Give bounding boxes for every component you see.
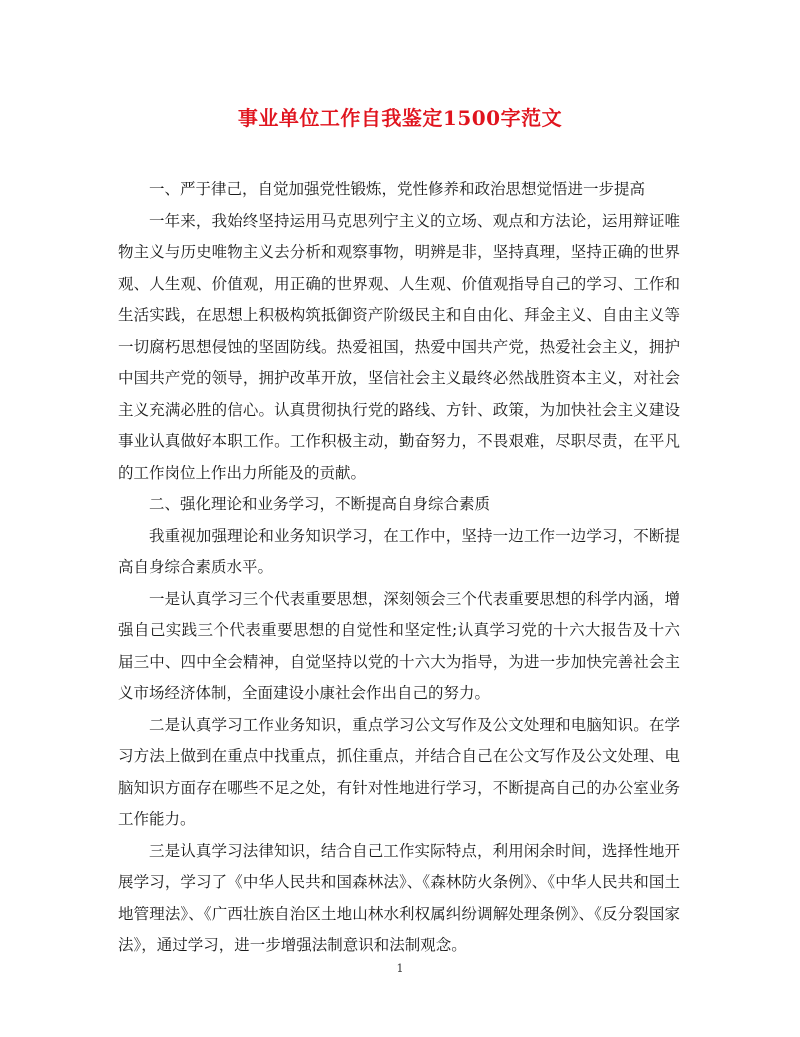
section-heading-1: 一、严于律己，自觉加强党性锻炼，党性修养和政治思想觉悟进一步提高 [149,180,646,198]
paragraph-5: 三是认真学习法律知识，结合自己工作实际特点，利用闲余时间，选择性地开展学习，学习了《中华人民共和国森林法》、《森林防火条例》、《中华人民共和国土地管理法》、《广西壮族自治区土地山林水利权属纠纷调解处理条例》、《反分裂国家法》，通过学习，进一步增强法制意识和法制观念。 [118,841,680,954]
document-title: 事业单位工作自我鉴定1500字范文 [237,106,563,130]
document-body [118,174,680,962]
paragraph-4: 二是认真学习工作业务知识，重点学习公文写作及公文处理和电脑知识。在学习方法上做到在重点中找重点，抓住重点，并结合自己在公文写作及公文处理、电脑知识方面存在哪些不足之处，有针对性地进行学习，不断提高自己的办公室业务工作能力。 [118,715,680,828]
page-number: 1 [396,962,404,975]
paragraph-3: 一是认真学习三个代表重要思想，深刻领会三个代表重要思想的科学内涵，增强自己实践三个代表重要思想的自觉性和坚定性;认真学习党的十六大报告及十六届三中、四中全会精神，自觉坚持以党的十六大为指导，为进一步加快完善社会主义市场经济体制，全面建设小康社会作出自己的努力。 [118,589,680,702]
paragraph-1: 一年来，我始终坚持运用马克思列宁主义的立场、观点和方法论，运用辩证唯物主义与历史唯物主义去分析和观察事物，明辨是非，坚持真理，坚持正确的世界观、人生观、价值观，用正确的世界观、人生观、价值观指导自己的学习、工作和生活实践，在思想上积极构筑抵御资产阶级民主和自由化、拜金主义、自由主义等一切腐朽思想侵蚀的坚固防线。热爱祖国，热爱中国共产党，热爱社会主义，拥护中国共产党的领导，拥护改革开放，坚信社会主义最终必然战胜资本主义，对社会主义充满必胜的信心。认真贯彻执行党的路线、方针、政策，为加快社会主义建设事业认真做好本职工作。工作积极主动，勤奋努力，不畏艰难，尽职尽责，在平凡的工作岗位上作出力所能及的贡献。 [118,211,680,482]
paragraph-2: 我重视加强理论和业务知识学习，在工作中，坚持一边工作一边学习，不断提高自身综合素质水平。 [118,526,680,576]
section-heading-2: 二、强化理论和业务学习，不断提高自身综合素质 [149,495,491,513]
